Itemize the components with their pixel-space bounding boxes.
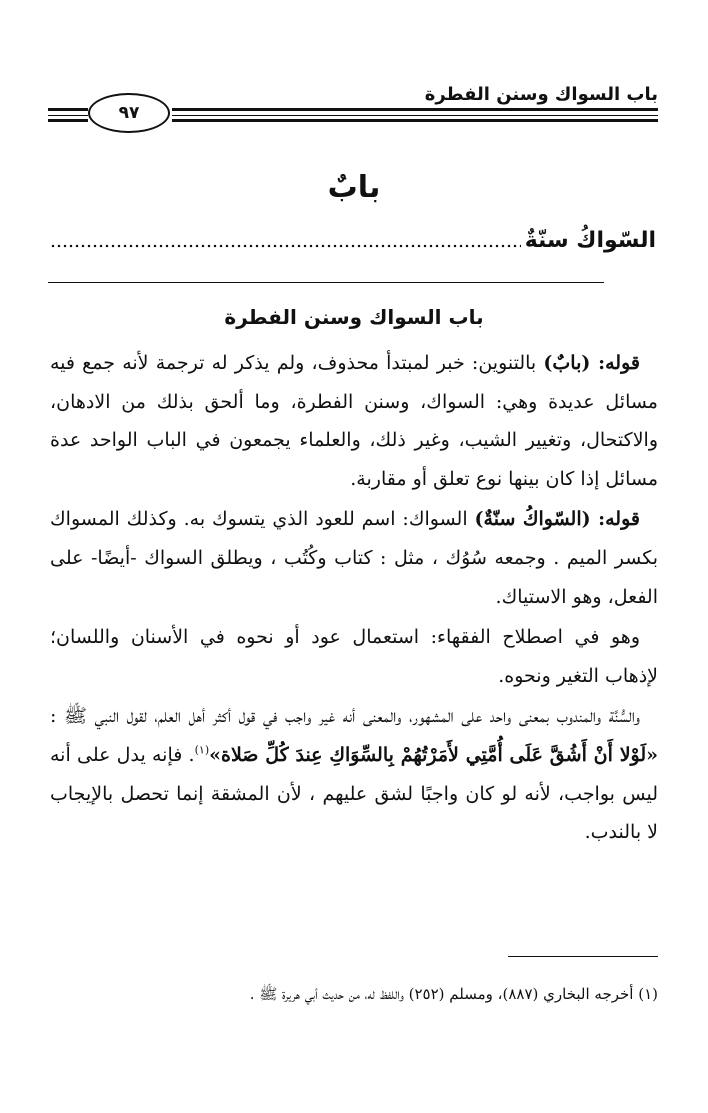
header-rule — [172, 108, 658, 111]
header-rule — [48, 119, 88, 122]
header-rule — [172, 119, 658, 122]
header-rule — [48, 115, 88, 116]
paragraph-text: السواك: اسم للعود الذي يتسوك به. وكذلك المسواك بكسر الميم . وجمعه سُوُك ، مثل : كتاب وكُتُب ، ويطلق السواك -أيضًا- على الفعل، وهو الاستياك. — [50, 508, 658, 608]
footnote: (١) أخرجه البخاري (٨٨٧)، ومسلم (٢٥٢) واللفظ له، من حديث أبي هريرة ﷺ . — [249, 985, 658, 1003]
matn-line — [50, 222, 656, 256]
paragraph-lead: قوله: (بابٌ) — [543, 352, 640, 374]
footnote-separator — [508, 956, 658, 957]
running-header-title: باب السواك وسنن الفطرة — [424, 84, 658, 105]
footnote-marker: (١) — [194, 743, 210, 757]
section-heading: باب السواك وسنن الفطرة — [224, 305, 484, 329]
paragraph — [50, 697, 658, 851]
chapter-title: بابٌ — [327, 170, 381, 205]
paragraph-text: بالتنوين: خبر لمبتدأ محذوف، ولم يذكر له ترجمة لأنه جمع فيه مسائل عديدة وهي: السواك، وسنن الفطرة، وما ألحق بذلك من الادهان، والاكتحال، وتغيير الشيب، وغير ذلك، والعلماء يجمعون في الباب الواحد عدة مسائل إذا كان بينها نوع تعلق أو مقاربة. — [50, 352, 658, 490]
matn-text: السّواكُ سنّةٌ — [524, 228, 656, 253]
paragraph-text: . فإنه يدل على أنه ليس بواجب، لأنه لو كان واجبًا لشق عليهم ، لأن المشقة إنما تحصل بالإيجاب لا بالندب. — [50, 743, 658, 844]
dotted-leader — [50, 243, 521, 249]
commentary-body — [50, 344, 658, 852]
hadith-quote: «لَوْلا أَنْ أَشُقَّ عَلَى أُمَّتِي لأَمَرْتُهُمْ بِالسِّوَاكِ عِندَ كُلِّ صَلاة» — [209, 743, 659, 766]
page-number-text: ٩٧ — [118, 103, 140, 123]
paragraph-text: والسُّنَّة والمندوب بمعنى واحد على المشهور، والمعنى أنه غير واجب في قول أكثر أهل العلم، لقول النبي ﷺ : — [50, 705, 640, 728]
paragraph — [50, 618, 658, 695]
page-number — [88, 93, 170, 133]
paragraph-text: وهو في اصطلاح الفقهاء: استعمال عود أو نحوه في الأسنان واللسان؛ لإذهاب التغير ونحوه. — [50, 626, 658, 687]
header-rule — [172, 115, 658, 116]
paragraph-lead: قوله: (السّواكُ سنّةٌ) — [474, 508, 640, 531]
paragraph — [50, 344, 658, 498]
paragraph — [50, 500, 658, 616]
header-rule — [48, 108, 88, 111]
matn-separator — [48, 282, 604, 283]
